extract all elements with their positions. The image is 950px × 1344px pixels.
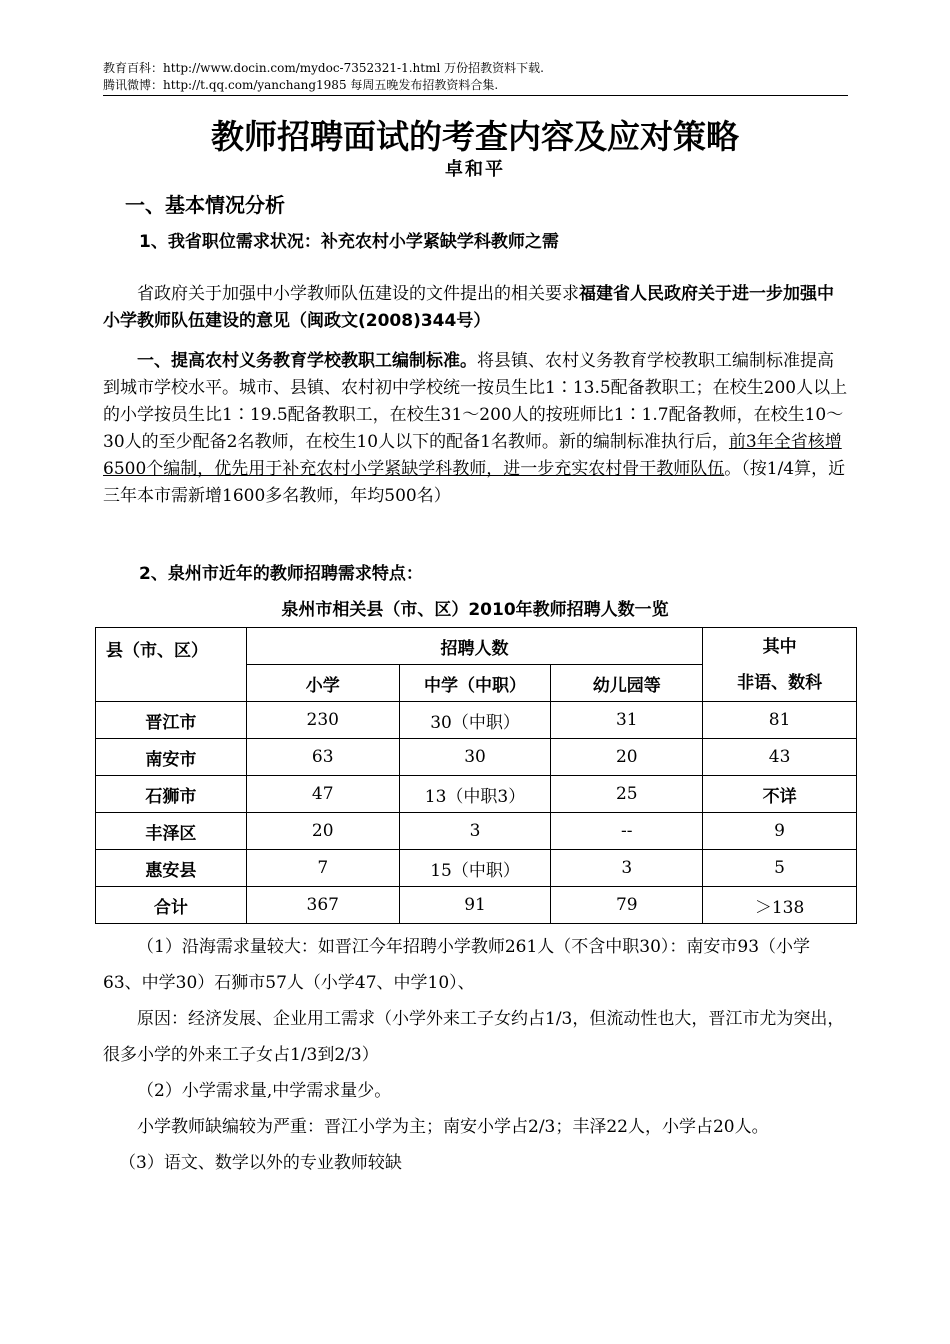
staffing-underlined-text: 前3年全省核增6500个编制，优先用于补充农村小学紧缺学科教师，进一步充实农村骨干教师队伍 bbox=[103, 432, 842, 479]
cell-primary: 47 bbox=[246, 776, 399, 813]
cell-primary: 367 bbox=[246, 887, 399, 924]
cell-extra: ＞138 bbox=[703, 887, 857, 924]
cell-kindergarten: 3 bbox=[551, 850, 703, 887]
note-2: （2）小学需求量,中学需求量少。 bbox=[137, 1081, 392, 1101]
table-row bbox=[96, 776, 857, 813]
cell-middle: 13（中职3） bbox=[399, 776, 551, 813]
table-row bbox=[96, 702, 857, 739]
policy-document-title: 福建省人民政府关于进一步加强中小学教师队伍建设的意见（闽政文(2008)344号） bbox=[103, 284, 834, 331]
table-header-row bbox=[96, 628, 857, 665]
cell-kindergarten: 20 bbox=[551, 739, 703, 776]
cell-kindergarten: -- bbox=[551, 813, 703, 850]
paragraph-staffing-standard bbox=[103, 348, 848, 510]
cell-kindergarten: 79 bbox=[551, 887, 703, 924]
cell-extra: 81 bbox=[703, 702, 857, 739]
cell-region: 合计 bbox=[96, 887, 247, 924]
cell-region: 晋江市 bbox=[96, 702, 247, 739]
staffing-heading: 一、提高农村义务教育学校教职工编制标准。 bbox=[137, 351, 477, 371]
staffing-tail-text: 。（按1/4算，近三年本市需新增1600多名教师，年均500名） bbox=[103, 459, 846, 506]
cell-primary: 63 bbox=[246, 739, 399, 776]
cell-primary: 7 bbox=[246, 850, 399, 887]
cell-region: 丰泽区 bbox=[96, 813, 247, 850]
staffing-text: 将县镇、农村义务教育学校教职工编制标准提高到城市学校水平。城市、县镇、农村初中学校统一按员生比1∶13.5配备教职工；在校生200人以上的小学按员生比1∶19.5配备教职工，在校生31～200人的按班师比1∶1.7配备教师，在校生10～30人的至少配备2名教师，在校生10人以下的配备1名教师。新的编制标准执行后， bbox=[103, 351, 848, 452]
note-1-reason: 原因：经济发展、企业用工需求（小学外来工子女约占1/3，但流动性也大，晋江市尤为突出，很多小学的外来工子女占1/3到2/3） bbox=[103, 1009, 845, 1065]
header-region: 县（市、区） bbox=[96, 628, 247, 702]
cell-middle: 30（中职） bbox=[399, 702, 551, 739]
cell-kindergarten: 31 bbox=[551, 702, 703, 739]
cell-extra: 5 bbox=[703, 850, 857, 887]
table-row bbox=[96, 739, 857, 776]
cell-region: 惠安县 bbox=[96, 850, 247, 887]
notes-section bbox=[103, 929, 848, 1181]
paragraph-policy bbox=[103, 281, 848, 335]
header-extra-top: 其中 bbox=[762, 636, 797, 657]
header-line-1: 教育百科：http://www.docin.com/mydoc-7352321-1.html 万份招教资料下载. bbox=[103, 61, 544, 75]
cell-middle: 3 bbox=[399, 813, 551, 850]
cell-extra: 43 bbox=[703, 739, 857, 776]
table-total-row bbox=[96, 887, 857, 924]
header-primary: 小学 bbox=[246, 665, 399, 702]
header-recruit-count: 招聘人数 bbox=[246, 628, 702, 665]
cell-extra: 9 bbox=[703, 813, 857, 850]
note-2-detail: 小学教师缺编较为严重：晋江小学为主；南安小学占2/3；丰泽22人，小学占20人。 bbox=[137, 1117, 769, 1137]
author-name: 卓和平 bbox=[445, 159, 505, 180]
note-1: （1）沿海需求量较大：如晋江今年招聘小学教师261人（不含中职30）：南安市93（小学63、中学30）石狮市57人（小学47、中学10）、 bbox=[103, 937, 811, 993]
header-kindergarten: 幼儿园等 bbox=[551, 665, 703, 702]
cell-middle: 91 bbox=[399, 887, 551, 924]
cell-middle: 30 bbox=[399, 739, 551, 776]
header-extra-bottom: 非语、数科 bbox=[737, 672, 823, 693]
policy-intro-text: 省政府关于加强中小学教师队伍建设的文件提出的相关要求 bbox=[137, 284, 579, 304]
table-caption: 泉州市相关县（市、区）2010年教师招聘人数一览 bbox=[281, 600, 669, 620]
header-divider bbox=[103, 95, 848, 96]
header-line-2: 腾讯微博：http://t.qq.com/yanchang1985 每周五晚发布招教资料合集. bbox=[103, 78, 499, 92]
cell-kindergarten: 25 bbox=[551, 776, 703, 813]
table-row bbox=[96, 850, 857, 887]
cell-primary: 230 bbox=[246, 702, 399, 739]
cell-middle: 15（中职） bbox=[399, 850, 551, 887]
table-row bbox=[96, 813, 857, 850]
document-title: 教师招聘面试的考查内容及应对策略 bbox=[211, 117, 739, 156]
header-middle: 中学（中职） bbox=[399, 665, 551, 702]
section-heading-1: 一、基本情况分析 bbox=[125, 193, 285, 217]
cell-region: 南安市 bbox=[96, 739, 247, 776]
header-extra bbox=[703, 628, 857, 702]
note-3: （3）语文、数学以外的专业教师较缺 bbox=[119, 1153, 402, 1173]
subheading-1: 1、我省职位需求状况：补充农村小学紧缺学科教师之需 bbox=[139, 232, 559, 252]
cell-extra: 不详 bbox=[703, 776, 857, 813]
recruitment-table bbox=[95, 627, 857, 924]
cell-primary: 20 bbox=[246, 813, 399, 850]
cell-region: 石狮市 bbox=[96, 776, 247, 813]
subheading-2: 2、泉州市近年的教师招聘需求特点： bbox=[139, 564, 423, 584]
